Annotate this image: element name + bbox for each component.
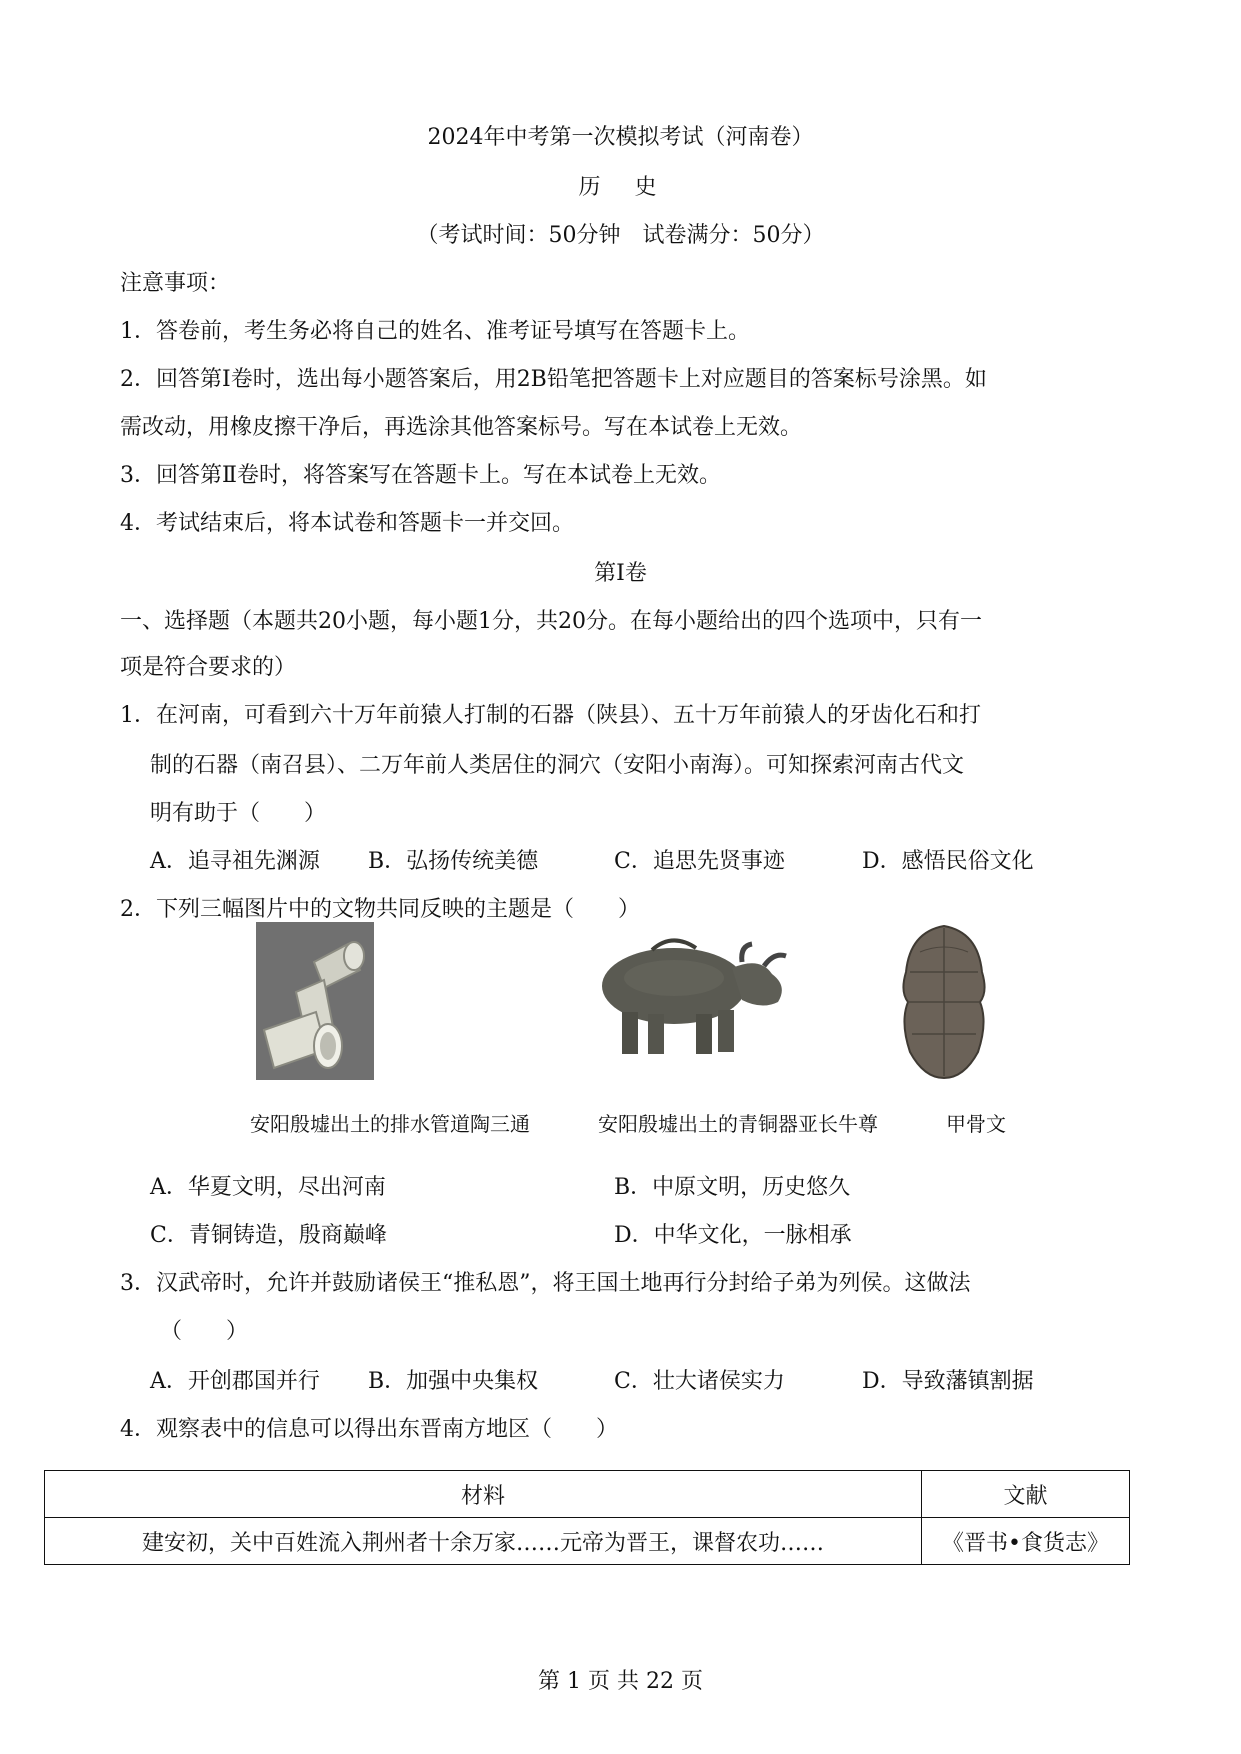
- question-1-text: 明有助于（ ）: [150, 801, 327, 826]
- question-1-text: 制的石器（南召县）、二万年前人类居住的洞穴（安阳小南海）。可知探索河南古代文: [150, 753, 965, 778]
- bronze-ox-image: [592, 926, 792, 1058]
- oracle-bone-image: [898, 922, 990, 1082]
- table-header-material: 材料: [45, 1471, 922, 1518]
- question-1-text: 1．在河南，可看到六十万年前猿人打制的石器（陕县）、五十万年前猿人的牙齿化石和打: [120, 703, 982, 728]
- notice-item: 3．回答第Ⅱ卷时，将答案写在答题卡上。写在本试卷上无效。: [120, 463, 721, 488]
- material-table: [44, 1470, 1130, 1565]
- question-3-option-c: C．壮大诸侯实力: [614, 1369, 785, 1394]
- image-caption-ox: 安阳殷墟出土的青铜器亚长牛尊: [598, 1112, 878, 1136]
- notice-item: 1．答卷前，考生务必将自己的姓名、准考证号填写在答题卡上。: [120, 319, 750, 344]
- page-footer: 第 1 页 共 22 页: [538, 1669, 703, 1694]
- question-2-option-b: B．中原文明，历史悠久: [614, 1175, 851, 1200]
- section-intro: 一、选择题（本题共20小题，每小题1分，共20分。在每小题给出的四个选项中，只有一: [120, 609, 982, 634]
- question-1-option-b: B．弘扬传统美德: [368, 849, 539, 874]
- question-3-option-d: D．导致藩镇割据: [862, 1369, 1034, 1394]
- notice-item: 需改动，用橡皮擦干净后，再选涂其他答案标号。写在本试卷上无效。: [120, 415, 803, 440]
- question-1-option-d: D．感悟民俗文化: [862, 849, 1034, 874]
- question-1-option-a: A．追寻祖先渊源: [150, 849, 320, 874]
- exam-title: 2024年中考第一次模拟考试（河南卷）: [427, 125, 814, 150]
- question-3-text: （ ）: [160, 1319, 249, 1344]
- table-cell-source: 《晋书•食货志》: [922, 1518, 1130, 1565]
- question-3-option-b: B．加强中央集权: [368, 1369, 539, 1394]
- question-2-text: 2．下列三幅图片中的文物共同反映的主题是（ ）: [120, 897, 640, 922]
- subject-title: 历 史: [578, 175, 663, 200]
- section-intro-cont: 项是符合要求的）: [120, 655, 297, 680]
- notice-heading: 注意事项：: [120, 271, 231, 296]
- question-3-text: 3．汉武帝时，允许并鼓励诸侯王“推私恩”，将王国土地再行分封给子弟为列侯。这做法: [120, 1271, 971, 1296]
- notice-item: 2．回答第Ⅰ卷时，选出每小题答案后，用2B铅笔把答题卡上对应题目的答案标号涂黑。如: [120, 367, 987, 392]
- table-cell-material: 建安初，关中百姓流入荆州者十余万家……元帝为晋王，课督农功……: [45, 1518, 922, 1565]
- exam-info: （考试时间：50分钟 试卷满分：50分）: [416, 223, 825, 248]
- table-header-source: 文献: [922, 1471, 1130, 1518]
- question-2-option-d: D．中华文化，一脉相承: [614, 1223, 852, 1248]
- pottery-pipe-image: [256, 922, 374, 1080]
- image-caption-pipe: 安阳殷墟出土的排水管道陶三通: [250, 1112, 530, 1136]
- volume-heading: 第Ⅰ卷: [594, 561, 647, 586]
- question-2-option-a: A．华夏文明，尽出河南: [150, 1175, 386, 1200]
- question-3-option-a: A．开创郡国并行: [150, 1369, 320, 1394]
- image-caption-oracle: 甲骨文: [946, 1112, 1006, 1136]
- notice-item: 4．考试结束后，将本试卷和答题卡一并交回。: [120, 511, 574, 536]
- question-4-text: 4．观察表中的信息可以得出东晋南方地区（ ）: [120, 1417, 618, 1442]
- table-header-row: [45, 1471, 1130, 1518]
- question-2-option-c: C．青铜铸造，殷商巅峰: [150, 1223, 387, 1248]
- table-row: [45, 1518, 1130, 1565]
- question-1-option-c: C．追思先贤事迹: [614, 849, 785, 874]
